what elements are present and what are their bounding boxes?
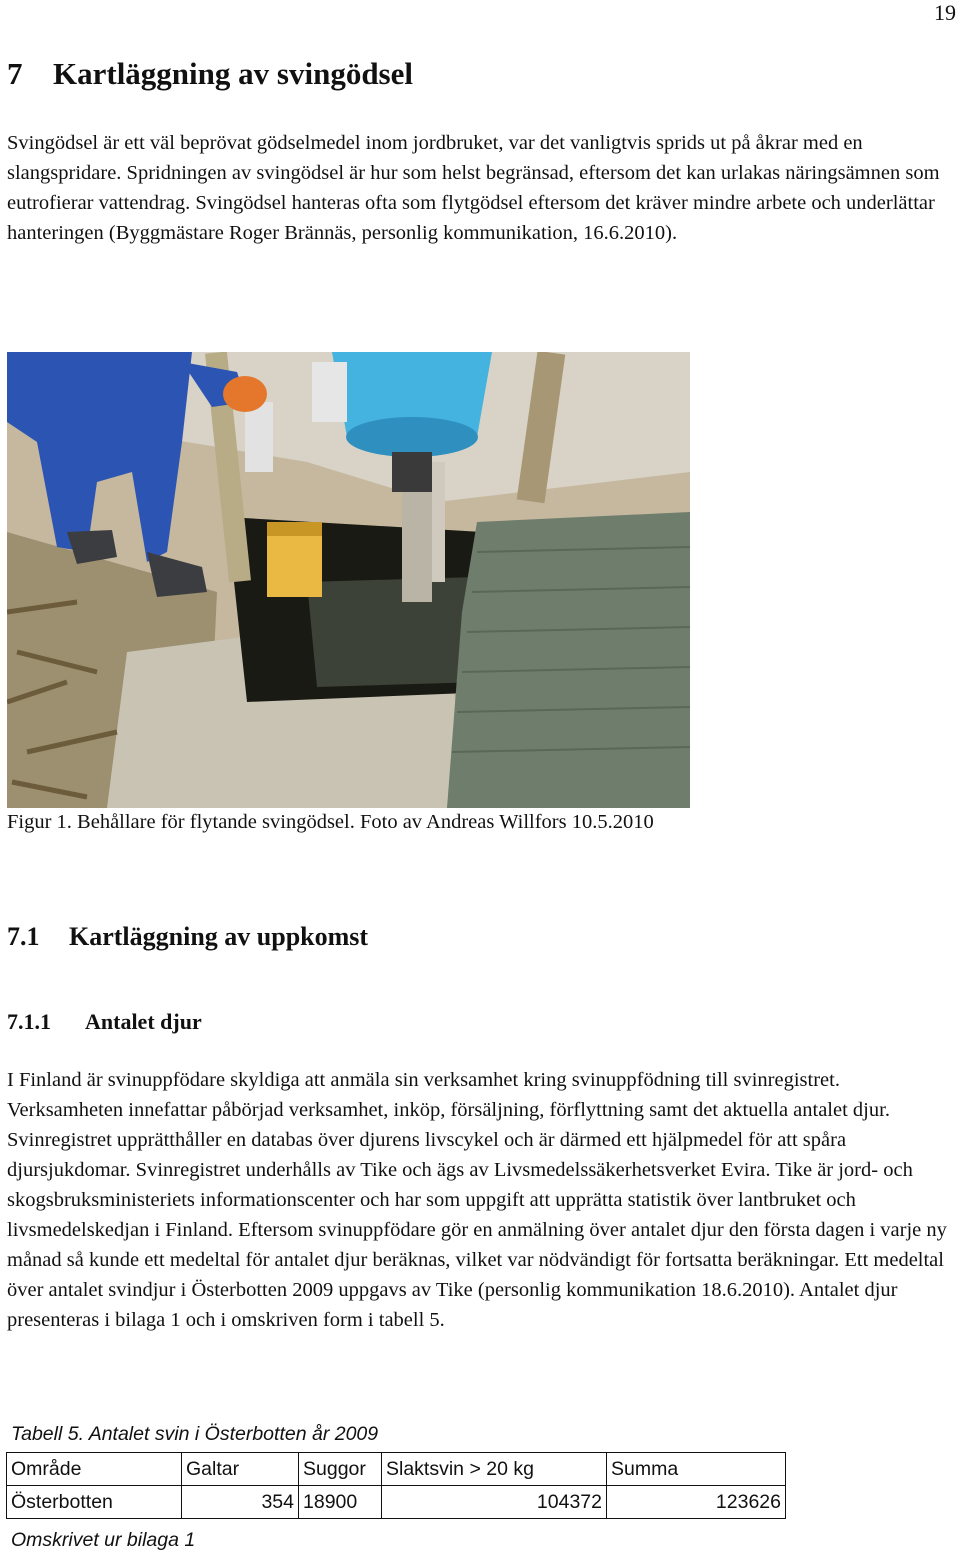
table-source-note: Omskrivet ur bilaga 1 [11, 1529, 196, 1551]
section-number: 7 [7, 56, 23, 91]
subsection-title: Kartläggning av uppkomst [69, 922, 369, 951]
subsection-heading [7, 922, 368, 952]
manure-container-photo [7, 352, 690, 808]
header-cell: Slaktsvin > 20 kg [382, 1453, 607, 1486]
table-cell: 354 [182, 1486, 299, 1519]
figure-caption: Figur 1. Behållare för flytande svingödsel. Foto av Andreas Willfors 10.5.2010 [7, 811, 654, 833]
header-cell: Summa [607, 1453, 786, 1486]
subsection-number: 7.1 [7, 922, 40, 951]
subsubsection-number: 7.1.1 [7, 1009, 51, 1034]
table-header-row [7, 1453, 786, 1486]
page-number: 19 [934, 0, 956, 25]
table-cell: 18900 [299, 1486, 382, 1519]
body-paragraph: I Finland är svinuppfödare skyldiga att anmäla sin verksamhet kring svinuppfödning till svinregistret. Verksamheten innefattar påbörjad verksamhet, inköp, försäljning, förflyttning samt det aktuella antalet djur. Svinregistret upprätthåller en databas över djurens livscykel och är därmed ett hjälpmedel för att spåra djursjukdomar. Svinregistret underhålls av Tike och ägs av Livsmedelssäkerhetsverket Evira. Tike är jord- och skogsbruksministeriets informationscenter och har som uppgift att upprätta statistik över lantbruket och livsmedelskedjan i Finland. Eftersom svinuppfödare gör en anmälning över antalet djur den första dagen i varje ny månad så kunde ett medeltal för antalet djur beräknas, vilket var nödvändigt för fortsatta beräkningar. Ett medeltal över antalet svindjur i Österbotten 2009 uppgavs av Tike (personlig kommunikation 18.6.2010). Antalet djur presenteras i bilaga 1 och i omskriven form i tabell 5. [7, 1069, 947, 1331]
table-cell: Österbotten [7, 1486, 182, 1519]
subsubsection-title: Antalet djur [85, 1009, 202, 1034]
header-cell: Område [7, 1453, 182, 1486]
photo-illustration [7, 352, 690, 808]
table-row [7, 1486, 786, 1519]
header-cell: Suggor [299, 1453, 382, 1486]
table-cell: 104372 [382, 1486, 607, 1519]
section-title: Kartläggning av svingödsel [53, 56, 413, 91]
subsubsection-heading [7, 1009, 202, 1035]
intro-paragraph: Svingödsel är ett väl beprövat gödselmedel inom jordbruket, var det vanligtvis sprids ut på åkrar med en slangspridare. Spridningen av svingödsel är hur som helst begränsad, eftersom det kan urlakas näringsämnen som eutrofierar vattendrag. Svingödsel hanteras ofta som flytgödsel eftersom det kräver mindre arbete och underlättar hanteringen (Byggmästare Roger Brännäs, personlig kommunikation, 16.6.2010). [7, 132, 940, 244]
section-heading [7, 56, 413, 92]
header-cell: Galtar [182, 1453, 299, 1486]
table-cell: 123626 [607, 1486, 786, 1519]
pig-count-table [6, 1452, 786, 1519]
table-title: Tabell 5. Antalet svin i Österbotten år 2009 [11, 1423, 379, 1445]
